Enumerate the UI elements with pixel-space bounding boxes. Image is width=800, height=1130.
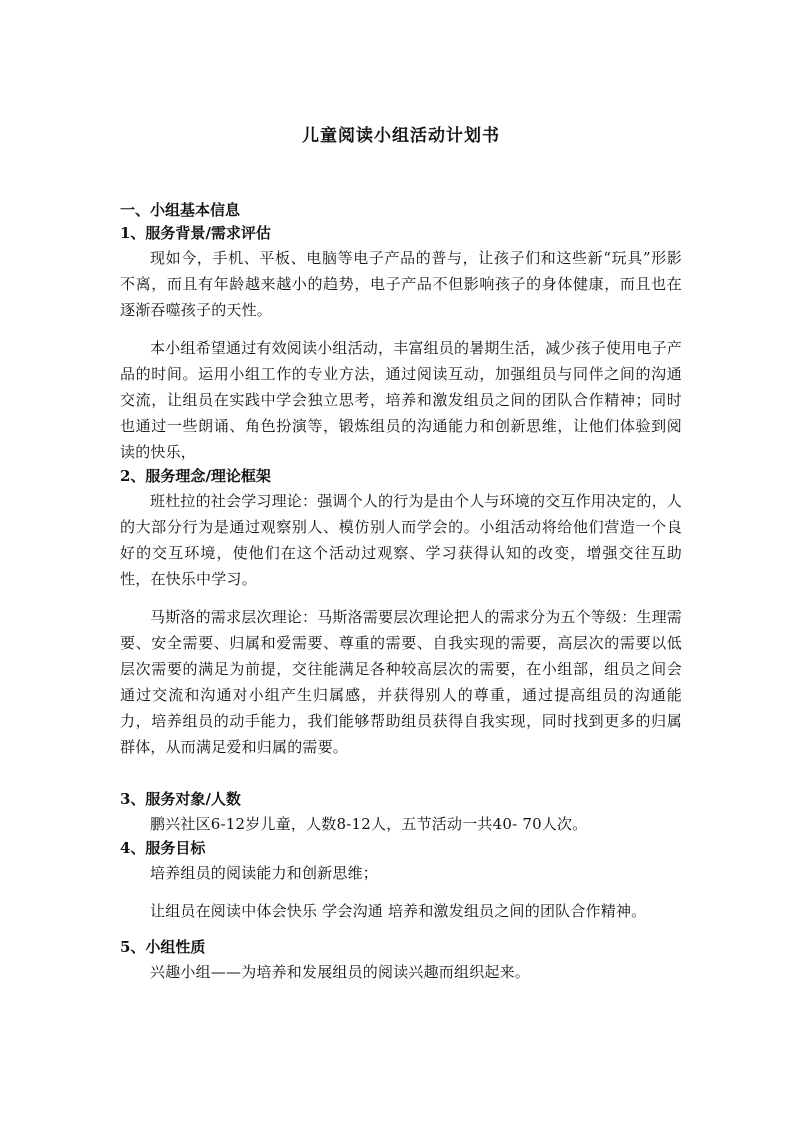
goal-item: 让组员在阅读中体会快乐 学会沟通 培养和激发组员之间的团队合作精神。 (150, 902, 647, 920)
paragraph-background-1: 现如今，手机、平板、电脑等电子产品的普与，让孩子们和这些新“玩具”形影不离，而且有年龄越来越小的趋势，电子产品不但影响孩子的身体健康，而且也在逐渐吞噬孩子的天性。 (120, 249, 682, 319)
paragraph-service-target: 鹏兴社区6-12岁儿童，人数8-12人，五节活动一共40- 70人次。 (150, 815, 588, 833)
heading-service-background: 1、服务背景/需求评估 (120, 224, 271, 242)
paragraph-background-2: 本小组希望通过有效阅读小组活动，丰富组员的暑期生活，减少孩子使用电子产品的时间。运用小组工作的专业方法，通过阅读互动，加强组员与同伴之间的沟通交流，让组员在实践中学会独立思考，培养和激发组员之间的团队合作精神；同时也通过一些朗诵、角色扮演等，锻炼组员的沟通能力和创新思维，让他们体验到阅读的快乐， (120, 339, 683, 461)
heading-service-target: 3、服务对象/人数 (120, 790, 241, 808)
heading-group-nature: 5、小组性质 (120, 938, 206, 956)
paragraph-theory-bandura: 班杜拉的社会学习理论：强调个人的行为是由个人与环境的交互作用决定的，人的大部分行为是通过观察别人、模仿别人而学会的。小组活动将给他们营造一个良好的交互环境，使他们在这个活动过观察、学习获得认知的改变，增强交往互助性，在快乐中学习。 (120, 492, 683, 588)
goal-item: 培养组员的阅读能力和创新思维； (150, 864, 379, 882)
heading-service-concept: 2、服务理念/理论框架 (120, 467, 271, 485)
section-heading-basic-info: 一、小组基本信息 (120, 201, 241, 219)
paragraph-theory-maslow: 马斯洛的需求层次理论：马斯洛需要层次理论把人的需求分为五个等级：生理需要、安全需要、归属和爱需要、尊重的需要、自我实现的需要，高层次的需要以低层次需要的满足为前提，交往能满足各种较高层次的需要，在小组部，组员之间会通过交流和沟通对小组产生归属感，并获得别人的尊重，通过提高组员的沟通能力，培养组员的动手能力，我们能够帮助组员获得自我实现，同时找到更多的归属群体，从而满足爱和归属的需要。 (120, 608, 683, 756)
paragraph-group-nature: 兴趣小组——为培养和发展组员的阅读兴趣而组织起来。 (150, 963, 531, 981)
document-title: 儿童阅读小组活动计划书 (302, 126, 500, 146)
heading-service-goals: 4、服务目标 (120, 839, 206, 857)
